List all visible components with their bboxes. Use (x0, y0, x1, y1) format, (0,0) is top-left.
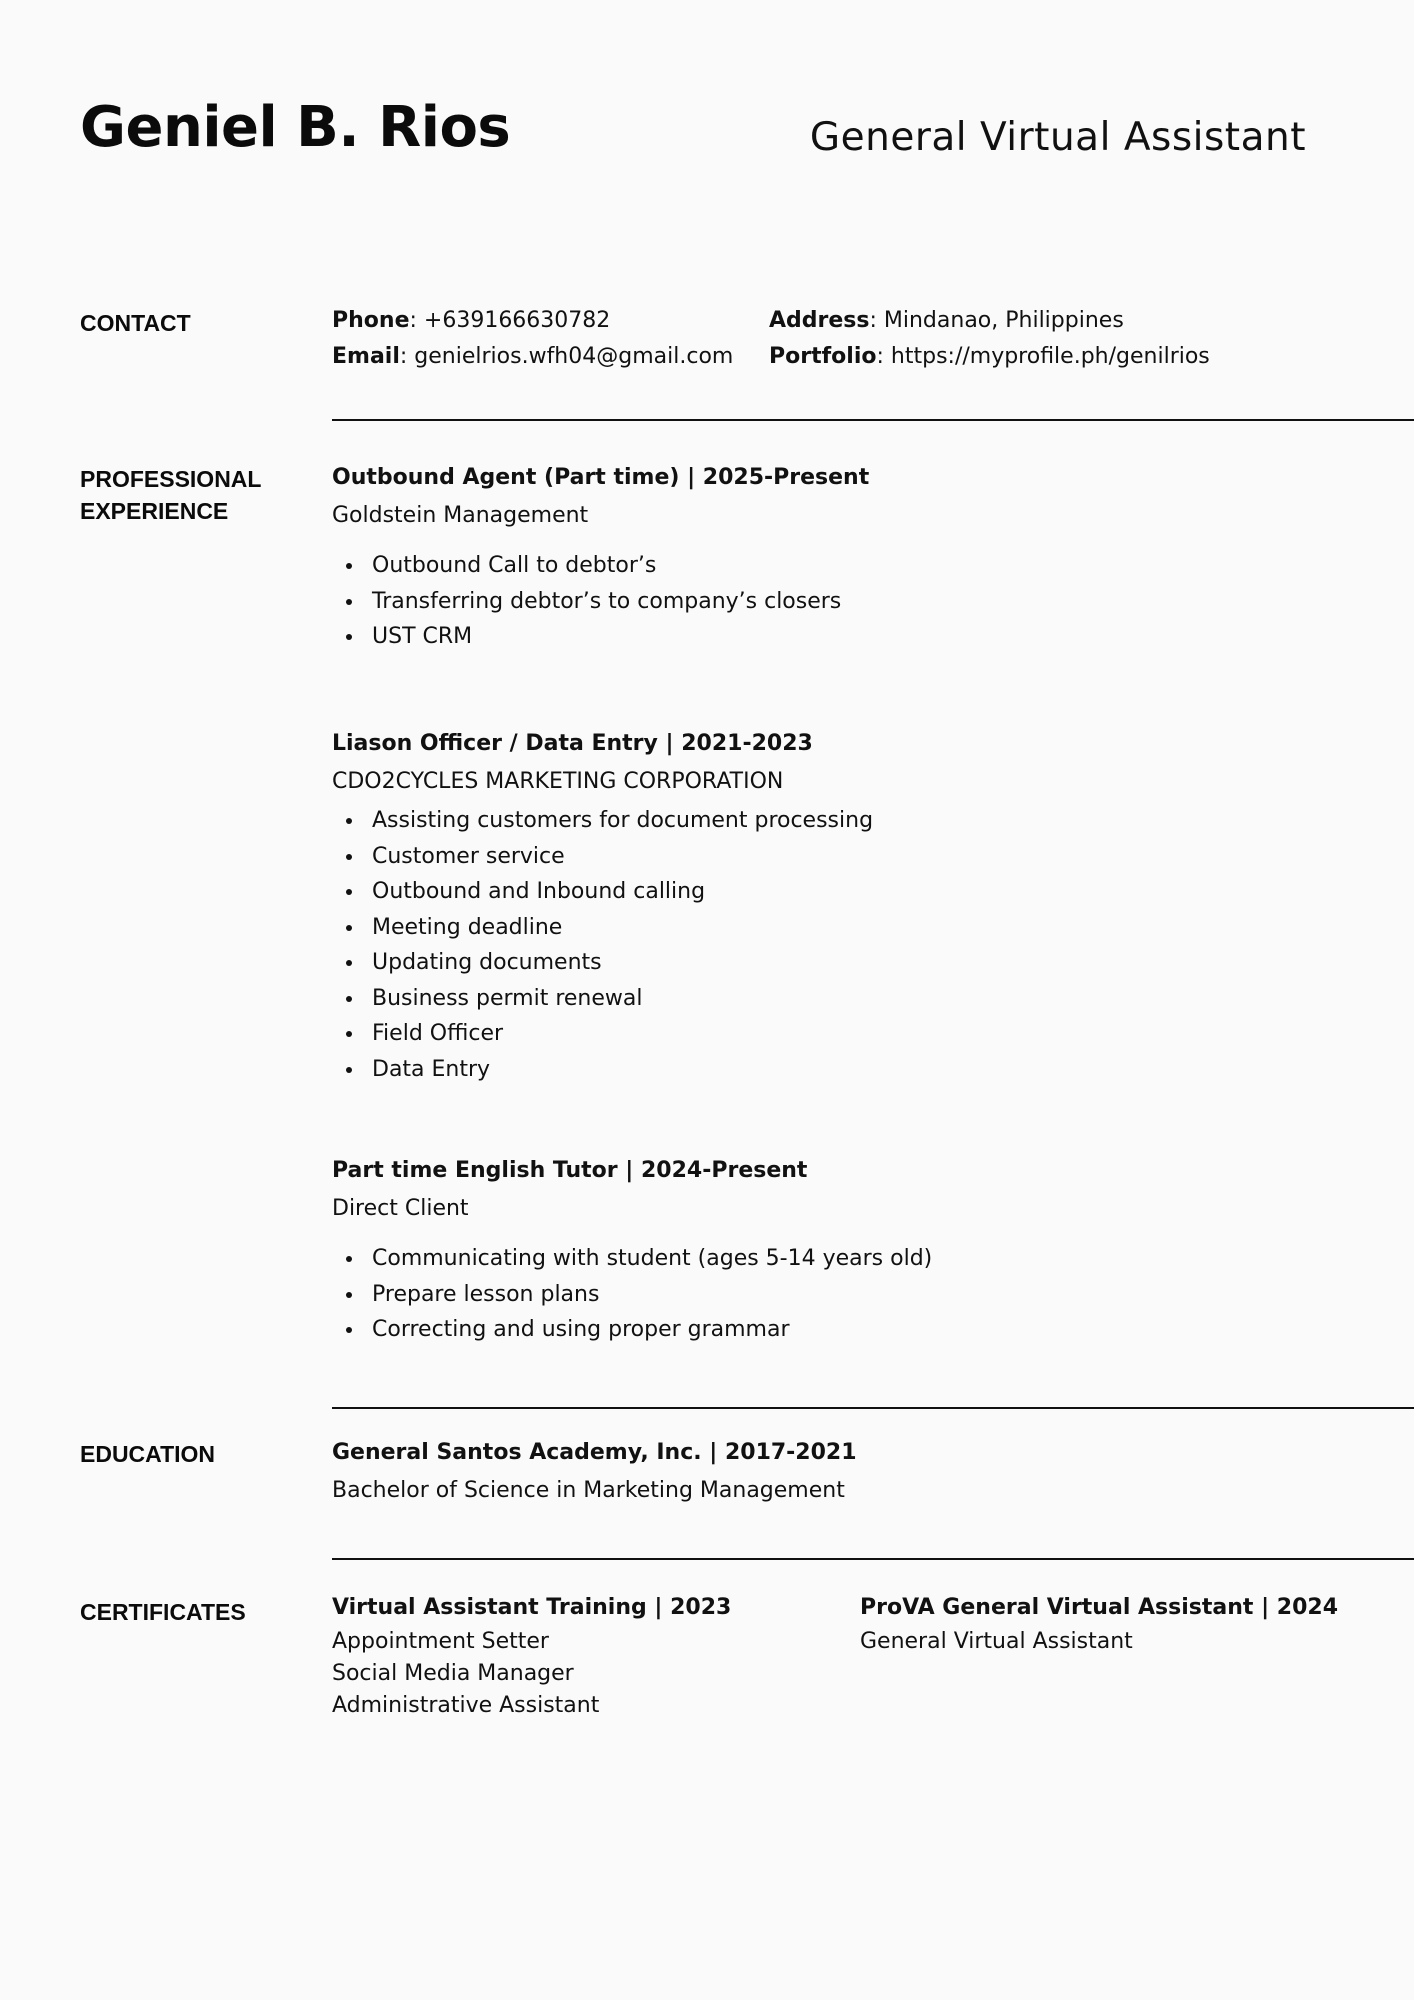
section-label-experience (80, 463, 300, 527)
portfolio-link[interactable]: https://myprofile.ph/genilrios (890, 344, 1210, 369)
certificate-item: Administrative Assistant (332, 1693, 600, 1718)
divider (332, 419, 1414, 421)
list-item: Outbound Call to debtor’s (332, 548, 1332, 584)
section-label-certificates: CERTIFICATES (80, 1599, 246, 1625)
education-heading: General Santos Academy, Inc. | 2017-2021 (332, 1440, 857, 1465)
list-item: Business permit renewal (332, 981, 1332, 1017)
job-entry (332, 1155, 1332, 1348)
candidate-title: General Virtual Assistant (809, 115, 1306, 160)
education-degree: Bachelor of Science in Marketing Management (332, 1478, 845, 1503)
list-item: Correcting and using proper grammar (332, 1312, 1332, 1348)
certificate-entry (860, 1592, 1380, 1658)
certificate-heading: ProVA General Virtual Assistant | 2024 (860, 1595, 1338, 1620)
job-duties (332, 1241, 1332, 1348)
divider (332, 1407, 1414, 1409)
list-item: Prepare lesson plans (332, 1277, 1332, 1313)
contact-address: Address: Mindanao, Philippines (769, 308, 1124, 333)
list-item: Data Entry (332, 1052, 1332, 1088)
certificate-entry (332, 1592, 852, 1722)
divider (332, 1558, 1414, 1560)
job-company: CDO2CYCLES MARKETING CORPORATION (332, 769, 784, 794)
certificate-heading: Virtual Assistant Training | 2023 (332, 1595, 732, 1620)
section-label-education: EDUCATION (80, 1441, 216, 1467)
list-item: Outbound and Inbound calling (332, 874, 1332, 910)
job-entry (332, 728, 1332, 1087)
portfolio-label: Portfolio (769, 344, 877, 369)
list-item: Assisting customers for document processing (332, 803, 1332, 839)
list-item: UST CRM (332, 619, 1332, 655)
job-heading: Liason Officer / Data Entry | 2021-2023 (332, 731, 813, 756)
contact-portfolio: Portfolio: https://myprofile.ph/genilrios (769, 344, 1210, 369)
job-heading: Outbound Agent (Part time) | 2025-Present (332, 465, 870, 490)
job-entry (332, 462, 1332, 655)
list-item: Meeting deadline (332, 910, 1332, 946)
job-duties (332, 803, 1332, 1087)
job-company: Goldstein Management (332, 503, 589, 528)
list-item: Updating documents (332, 945, 1332, 981)
email-label: Email (332, 344, 400, 369)
certificate-item: General Virtual Assistant (860, 1629, 1133, 1654)
phone-value[interactable]: +639166630782 (423, 308, 611, 333)
section-label-contact: CONTACT (80, 310, 191, 336)
section-label-experience-line2: EXPERIENCE (80, 498, 229, 524)
phone-label: Phone (332, 308, 410, 333)
email-value[interactable]: genielrios.wfh04@gmail.com (414, 344, 734, 369)
job-company: Direct Client (332, 1196, 469, 1221)
contact-phone: Phone: +639166630782 (332, 308, 611, 333)
certificate-item: Appointment Setter (332, 1629, 549, 1654)
list-item: Communicating with student (ages 5-14 years old) (332, 1241, 1332, 1277)
section-label-experience-line1: PROFESSIONAL (80, 466, 262, 492)
list-item: Field Officer (332, 1016, 1332, 1052)
contact-block (332, 305, 1369, 373)
job-duties (332, 548, 1332, 655)
address-value: Mindanao, Philippines (883, 308, 1124, 333)
job-heading: Part time English Tutor | 2024-Present (332, 1158, 808, 1183)
certificate-item: Social Media Manager (332, 1661, 574, 1686)
candidate-name: Geniel B. Rios (80, 95, 511, 160)
list-item: Customer service (332, 839, 1332, 875)
contact-email: Email: genielrios.wfh04@gmail.com (332, 344, 734, 369)
list-item: Transferring debtor’s to company’s closers (332, 584, 1332, 620)
education-entry (332, 1437, 1332, 1507)
address-label: Address (769, 308, 870, 333)
